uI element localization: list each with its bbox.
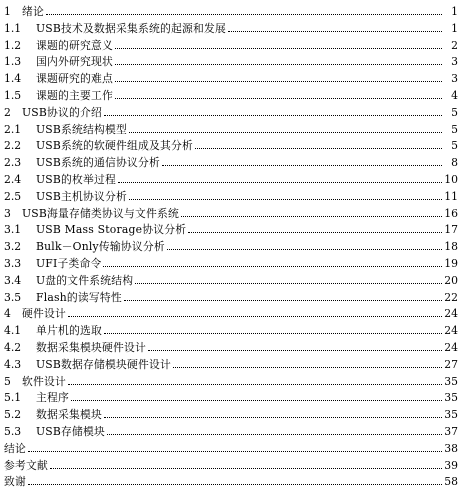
toc-chapter-row[interactable]	[0, 202, 464, 220]
toc-title: Flash的读写特性	[36, 290, 122, 304]
toc-dot-leader	[173, 365, 442, 368]
toc-dot-leader	[162, 163, 442, 166]
toc-dot-leader	[68, 382, 442, 385]
toc-title: USB系统结构模型	[36, 122, 128, 136]
toc-dot-leader	[188, 230, 442, 233]
toc-page-number: 27	[444, 357, 458, 371]
toc-title: USB系统的通信协议分析	[36, 156, 161, 170]
toc-number: 3.4	[4, 273, 22, 287]
toc-section-row[interactable]	[0, 286, 464, 304]
toc-section-row[interactable]	[0, 252, 464, 270]
toc-page-number: 22	[444, 290, 458, 304]
toc-page-number: 19	[444, 257, 458, 270]
toc-number: 1	[4, 5, 11, 18]
toc-number: 2.4	[4, 173, 22, 186]
toc-dot-leader	[115, 62, 442, 65]
toc-section-row[interactable]	[0, 67, 464, 85]
toc-backmatter-row[interactable]	[0, 454, 464, 472]
toc-dot-leader	[46, 12, 442, 15]
toc-section-row[interactable]	[0, 50, 464, 68]
toc-number: 5.2	[4, 408, 22, 422]
toc-number: 5	[4, 374, 11, 388]
toc-page-number: 5	[451, 105, 458, 119]
toc-title: USB存储模块	[36, 425, 106, 438]
toc-title: USB海量存储类协议与文件系统	[22, 206, 179, 220]
toc-page-number: 24	[444, 341, 458, 354]
toc-title: 软件设计	[22, 374, 66, 388]
toc-page-number: 20	[444, 273, 458, 287]
toc-page-number: 1	[451, 5, 458, 18]
toc-page-number: 18	[444, 240, 458, 254]
toc-title: UFI子类命令	[36, 257, 102, 270]
toc-number: 4.3	[4, 357, 22, 371]
toc-page-number: 4	[451, 89, 458, 102]
toc-page-number: 35	[444, 374, 458, 388]
toc-number: 3.5	[4, 290, 22, 304]
toc-title: USB系统的软硬件组成及其分析	[36, 139, 193, 153]
toc-title: 课题的研究意义	[36, 38, 113, 52]
toc-dot-leader	[115, 96, 442, 99]
toc-page-number: 58	[444, 475, 458, 489]
toc-number: 3	[4, 206, 11, 220]
toc-section-row[interactable]	[0, 118, 464, 136]
toc-dot-leader	[104, 113, 442, 116]
toc-dot-leader	[181, 214, 442, 217]
toc-title: 绪论	[22, 5, 44, 18]
toc-page-number: 38	[444, 441, 458, 455]
toc-number: 1.5	[4, 89, 22, 102]
toc-number: 5.3	[4, 425, 22, 438]
toc-title: 数据采集模块	[36, 408, 102, 422]
toc-dot-leader	[103, 264, 442, 267]
toc-title: Bulk－Only传输协议分析	[36, 240, 165, 254]
toc-backmatter-row[interactable]	[0, 437, 464, 455]
toc-title: 课题的主要工作	[36, 89, 113, 102]
toc-dot-leader	[115, 79, 442, 82]
toc-title: 数据采集模块硬件设计	[36, 341, 146, 354]
toc-title: USB Mass Storage协议分析	[36, 223, 187, 237]
toc-page-number: 11	[444, 189, 458, 203]
toc-dot-leader	[129, 197, 442, 200]
toc-dot-leader	[68, 314, 442, 317]
toc-chapter-row[interactable]	[0, 370, 464, 388]
toc-number: 2.3	[4, 156, 22, 170]
toc-number: 1.1	[4, 21, 22, 35]
toc-number: 3.2	[4, 240, 22, 254]
toc-section-row[interactable]	[0, 319, 464, 337]
toc-page-number: 5	[451, 139, 458, 153]
toc-page-number: 3	[451, 72, 458, 86]
toc-section-row[interactable]	[0, 420, 464, 438]
toc-number: 3.1	[4, 223, 22, 237]
toc-page-number: 10	[444, 173, 458, 186]
toc-number: 2.5	[4, 189, 22, 203]
toc-backmatter-row[interactable]	[0, 470, 464, 488]
toc-number: 1.3	[4, 55, 22, 69]
toc-page-number: 2	[451, 38, 458, 52]
toc-dot-leader	[104, 331, 442, 334]
toc-page-number: 3	[451, 55, 458, 69]
toc-page-number: 24	[444, 324, 458, 338]
toc-dot-leader	[228, 29, 442, 32]
toc-title: 结论	[4, 441, 26, 455]
toc-dot-leader	[148, 348, 442, 351]
toc-title: 致谢	[4, 475, 26, 489]
toc-dot-leader	[167, 247, 442, 250]
toc-title: 国内外研究现状	[36, 55, 113, 69]
toc-page-number: 17	[444, 223, 458, 237]
toc-title: 参考文献	[4, 458, 48, 472]
toc-dot-leader	[129, 130, 442, 133]
toc-title: USB数据存储模块硬件设计	[36, 357, 171, 371]
toc-number: 2.2	[4, 139, 22, 153]
toc-page-number: 35	[444, 391, 458, 405]
toc-title: USB技术及数据采集系统的起源和发展	[36, 21, 226, 35]
toc-page-number: 35	[444, 408, 458, 422]
toc-number: 2.1	[4, 122, 22, 136]
toc-number: 4.2	[4, 341, 22, 354]
toc-dot-leader	[124, 298, 442, 301]
toc-chapter-row[interactable]	[0, 101, 464, 119]
toc-title: USB主机协议分析	[36, 189, 128, 203]
toc-number: 5.1	[4, 391, 22, 405]
toc-number: 1.2	[4, 38, 22, 52]
toc-section-row[interactable]	[0, 168, 464, 186]
toc-title: U盘的文件系统结构	[36, 273, 134, 287]
toc-title: 课题研究的难点	[36, 72, 113, 86]
toc-dot-leader	[104, 415, 442, 418]
toc-page-number: 1	[451, 21, 458, 35]
toc-title: USB的枚举过程	[36, 173, 117, 186]
toc-section-row[interactable]	[0, 151, 464, 169]
toc-page-number: 39	[444, 458, 458, 472]
toc-dot-leader	[107, 432, 442, 435]
toc-page-number: 37	[444, 425, 458, 438]
toc-page-number: 8	[451, 156, 458, 170]
toc-section-row[interactable]	[0, 403, 464, 421]
toc-page-number: 24	[444, 307, 458, 321]
toc-section-row[interactable]	[0, 34, 464, 52]
toc-dot-leader	[118, 180, 442, 183]
toc-title: 主程序	[36, 391, 69, 405]
toc-chapter-row[interactable]	[0, 302, 464, 320]
toc-dot-leader	[28, 482, 442, 485]
toc-number: 3.3	[4, 257, 22, 270]
toc-page-number: 5	[451, 122, 458, 136]
toc-title: USB协议的介绍	[22, 105, 103, 119]
toc-title: 单片机的选取	[36, 324, 102, 338]
toc-number: 4	[4, 307, 11, 321]
toc-number: 4.1	[4, 324, 22, 338]
toc-title: 硬件设计	[22, 307, 66, 321]
toc-section-row[interactable]	[0, 17, 464, 35]
toc-dot-leader	[71, 398, 442, 401]
toc-dot-leader	[115, 46, 442, 49]
toc-number: 1.4	[4, 72, 22, 86]
toc-page-number: 16	[444, 206, 458, 220]
toc-section-row[interactable]	[0, 185, 464, 203]
toc-section-row[interactable]	[0, 336, 464, 354]
toc-dot-leader	[195, 146, 442, 149]
toc-section-row[interactable]	[0, 386, 464, 404]
toc-chapter-row[interactable]	[0, 0, 464, 18]
toc-section-row[interactable]	[0, 134, 464, 152]
toc-dot-leader	[135, 281, 442, 284]
toc-section-row[interactable]	[0, 269, 464, 287]
toc-section-row[interactable]	[0, 218, 464, 236]
toc-dot-leader	[28, 449, 442, 452]
toc-section-row[interactable]	[0, 235, 464, 253]
toc-number: 2	[4, 105, 11, 119]
toc-section-row[interactable]	[0, 84, 464, 102]
toc-dot-leader	[50, 466, 442, 469]
toc-section-row[interactable]	[0, 353, 464, 371]
